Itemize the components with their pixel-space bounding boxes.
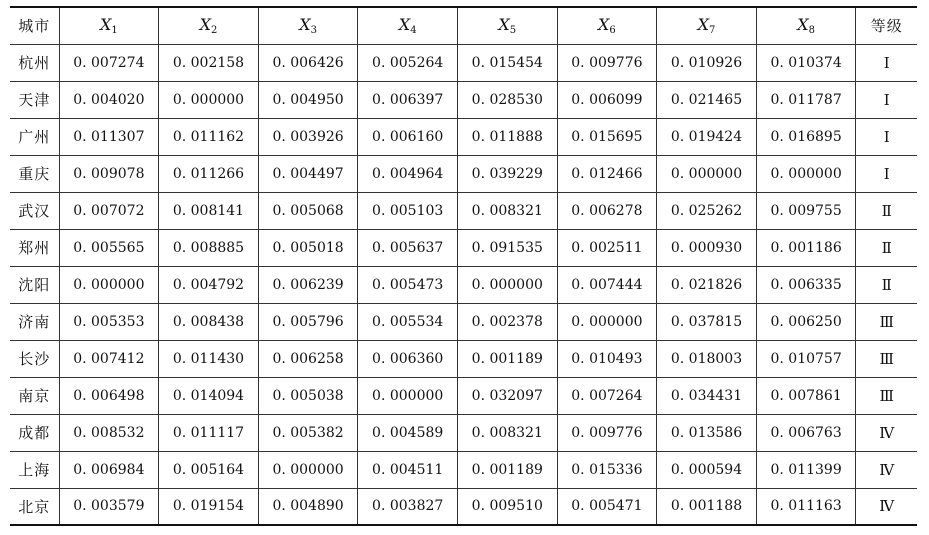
value-cell-x4: 0. 000000 — [358, 377, 458, 414]
value-cell-x4: 0. 005103 — [358, 192, 458, 229]
value-cell-x4: 0. 004964 — [358, 155, 458, 192]
value-cell-x7: 0. 034431 — [657, 377, 757, 414]
header-x8 — [756, 7, 856, 44]
header-x7 — [657, 7, 757, 44]
header-x6-symbol: $X_6$ — [598, 15, 616, 37]
value-cell-x5: 0. 001189 — [457, 451, 557, 488]
value-cell-x8: 0. 010757 — [756, 340, 856, 377]
value-cell-x1: 0. 009078 — [59, 155, 159, 192]
grade-cell: Ⅰ — [856, 44, 917, 81]
header-x2-symbol: $X_2$ — [199, 15, 218, 37]
grade-cell: Ⅳ — [856, 451, 917, 488]
value-cell-x8: 0. 006250 — [756, 303, 856, 340]
value-cell-x3: 0. 005038 — [258, 377, 358, 414]
value-cell-x8: 0. 007861 — [756, 377, 856, 414]
header-x3-symbol: $X_3$ — [299, 15, 317, 37]
value-cell-x3: 0. 006258 — [258, 340, 358, 377]
table-row — [10, 44, 917, 81]
grade-cell: Ⅰ — [856, 118, 917, 155]
city-cell: 济南 — [10, 303, 59, 340]
value-cell-x6: 0. 009776 — [557, 44, 657, 81]
value-cell-x7: 0. 000000 — [657, 155, 757, 192]
value-cell-x2: 0. 005164 — [159, 451, 259, 488]
value-cell-x7: 0. 010926 — [657, 44, 757, 81]
value-cell-x2: 0. 011266 — [159, 155, 259, 192]
value-cell-x5: 0. 008321 — [457, 414, 557, 451]
grade-cell: Ⅱ — [856, 192, 917, 229]
value-cell-x2: 0. 011162 — [159, 118, 259, 155]
value-cell-x5: 0. 009510 — [457, 488, 557, 525]
table-row — [10, 155, 917, 192]
value-cell-x2: 0. 014094 — [159, 377, 259, 414]
value-cell-x8: 0. 006335 — [756, 266, 856, 303]
value-cell-x4: 0. 005637 — [358, 229, 458, 266]
value-cell-x5: 0. 039229 — [457, 155, 557, 192]
value-cell-x1: 0. 007072 — [59, 192, 159, 229]
table-row — [10, 340, 917, 377]
table-row — [10, 377, 917, 414]
value-cell-x7: 0. 018003 — [657, 340, 757, 377]
value-cell-x2: 0. 008438 — [159, 303, 259, 340]
value-cell-x1: 0. 006984 — [59, 451, 159, 488]
city-cell: 成都 — [10, 414, 59, 451]
value-cell-x8: 0. 011787 — [756, 81, 856, 118]
city-cell: 沈阳 — [10, 266, 59, 303]
value-cell-x4: 0. 006397 — [358, 81, 458, 118]
value-cell-x5: 0. 028530 — [457, 81, 557, 118]
city-cell: 杭州 — [10, 44, 59, 81]
value-cell-x2: 0. 011430 — [159, 340, 259, 377]
table-row — [10, 118, 917, 155]
value-cell-x1: 0. 007274 — [59, 44, 159, 81]
value-cell-x3: 0. 004890 — [258, 488, 358, 525]
value-cell-x4: 0. 006160 — [358, 118, 458, 155]
city-cell: 武汉 — [10, 192, 59, 229]
grade-cell: Ⅲ — [856, 303, 917, 340]
value-cell-x6: 0. 010493 — [557, 340, 657, 377]
value-cell-x2: 0. 008141 — [159, 192, 259, 229]
value-cell-x7: 0. 025262 — [657, 192, 757, 229]
table-row — [10, 192, 917, 229]
value-cell-x2: 0. 019154 — [159, 488, 259, 525]
table-row — [10, 414, 917, 451]
value-cell-x8: 0. 010374 — [756, 44, 856, 81]
value-cell-x5: 0. 001189 — [457, 340, 557, 377]
header-x2 — [159, 7, 259, 44]
value-cell-x4: 0. 004511 — [358, 451, 458, 488]
value-cell-x7: 0. 021826 — [657, 266, 757, 303]
city-cell: 天津 — [10, 81, 59, 118]
value-cell-x8: 0. 001186 — [756, 229, 856, 266]
value-cell-x8: 0. 011399 — [756, 451, 856, 488]
value-cell-x6: 0. 002511 — [557, 229, 657, 266]
header-x1-symbol: $X_1$ — [99, 15, 118, 37]
table-row — [10, 303, 917, 340]
header-city: 城市 — [10, 7, 59, 44]
value-cell-x3: 0. 006239 — [258, 266, 358, 303]
value-cell-x5: 0. 015454 — [457, 44, 557, 81]
value-cell-x2: 0. 000000 — [159, 81, 259, 118]
value-cell-x1: 0. 006498 — [59, 377, 159, 414]
value-cell-x3: 0. 003926 — [258, 118, 358, 155]
grade-cell: Ⅱ — [856, 229, 917, 266]
city-cell: 南京 — [10, 377, 59, 414]
value-cell-x6: 0. 009776 — [557, 414, 657, 451]
city-cell: 长沙 — [10, 340, 59, 377]
city-cell: 郑州 — [10, 229, 59, 266]
grade-cell: Ⅳ — [856, 414, 917, 451]
data-table-container — [10, 6, 917, 526]
grade-cell: Ⅰ — [856, 81, 917, 118]
value-cell-x5: 0. 000000 — [457, 266, 557, 303]
header-x6 — [557, 7, 657, 44]
city-cell: 广州 — [10, 118, 59, 155]
value-cell-x7: 0. 021465 — [657, 81, 757, 118]
value-cell-x1: 0. 005565 — [59, 229, 159, 266]
value-cell-x6: 0. 012466 — [557, 155, 657, 192]
value-cell-x4: 0. 004589 — [358, 414, 458, 451]
value-cell-x6: 0. 007444 — [557, 266, 657, 303]
value-cell-x7: 0. 000930 — [657, 229, 757, 266]
value-cell-x5: 0. 011888 — [457, 118, 557, 155]
value-cell-x1: 0. 011307 — [59, 118, 159, 155]
header-x5-symbol: $X_5$ — [498, 15, 517, 37]
value-cell-x6: 0. 006099 — [557, 81, 657, 118]
value-cell-x5: 0. 008321 — [457, 192, 557, 229]
table-row — [10, 266, 917, 303]
city-cell: 重庆 — [10, 155, 59, 192]
value-cell-x8: 0. 009755 — [756, 192, 856, 229]
value-cell-x8: 0. 006763 — [756, 414, 856, 451]
value-cell-x1: 0. 000000 — [59, 266, 159, 303]
grade-cell: Ⅲ — [856, 340, 917, 377]
value-cell-x3: 0. 004497 — [258, 155, 358, 192]
header-grade: 等级 — [856, 7, 917, 44]
value-cell-x8: 0. 011163 — [756, 488, 856, 525]
value-cell-x4: 0. 005534 — [358, 303, 458, 340]
grade-cell: Ⅰ — [856, 155, 917, 192]
city-cell: 北京 — [10, 488, 59, 525]
table-row — [10, 451, 917, 488]
value-cell-x1: 0. 008532 — [59, 414, 159, 451]
table-header-row — [10, 7, 917, 44]
value-cell-x6: 0. 005471 — [557, 488, 657, 525]
value-cell-x3: 0. 005382 — [258, 414, 358, 451]
value-cell-x1: 0. 004020 — [59, 81, 159, 118]
value-cell-x6: 0. 006278 — [557, 192, 657, 229]
value-cell-x5: 0. 002378 — [457, 303, 557, 340]
value-cell-x6: 0. 007264 — [557, 377, 657, 414]
value-cell-x3: 0. 005796 — [258, 303, 358, 340]
header-x3 — [258, 7, 358, 44]
value-cell-x4: 0. 005473 — [358, 266, 458, 303]
value-cell-x4: 0. 003827 — [358, 488, 458, 525]
value-cell-x4: 0. 006360 — [358, 340, 458, 377]
value-cell-x7: 0. 037815 — [657, 303, 757, 340]
header-x4 — [358, 7, 458, 44]
value-cell-x4: 0. 005264 — [358, 44, 458, 81]
table-row — [10, 81, 917, 118]
value-cell-x7: 0. 001188 — [657, 488, 757, 525]
value-cell-x3: 0. 006426 — [258, 44, 358, 81]
value-cell-x3: 0. 000000 — [258, 451, 358, 488]
table-row — [10, 229, 917, 266]
city-grade-table — [10, 6, 917, 526]
table-body — [10, 44, 917, 525]
value-cell-x7: 0. 019424 — [657, 118, 757, 155]
header-x8-symbol: $X_8$ — [797, 15, 815, 37]
grade-cell: Ⅱ — [856, 266, 917, 303]
value-cell-x8: 0. 016895 — [756, 118, 856, 155]
value-cell-x2: 0. 011117 — [159, 414, 259, 451]
value-cell-x2: 0. 002158 — [159, 44, 259, 81]
value-cell-x2: 0. 004792 — [159, 266, 259, 303]
value-cell-x6: 0. 015695 — [557, 118, 657, 155]
value-cell-x3: 0. 004950 — [258, 81, 358, 118]
header-x1 — [59, 7, 159, 44]
value-cell-x7: 0. 013586 — [657, 414, 757, 451]
value-cell-x7: 0. 000594 — [657, 451, 757, 488]
value-cell-x3: 0. 005068 — [258, 192, 358, 229]
value-cell-x2: 0. 008885 — [159, 229, 259, 266]
header-x7-symbol: $X_7$ — [697, 15, 716, 37]
city-cell: 上海 — [10, 451, 59, 488]
value-cell-x6: 0. 015336 — [557, 451, 657, 488]
table-row — [10, 488, 917, 525]
value-cell-x1: 0. 007412 — [59, 340, 159, 377]
grade-cell: Ⅳ — [856, 488, 917, 525]
value-cell-x6: 0. 000000 — [557, 303, 657, 340]
value-cell-x1: 0. 003579 — [59, 488, 159, 525]
grade-cell: Ⅲ — [856, 377, 917, 414]
header-x4-symbol: $X_4$ — [398, 15, 417, 37]
value-cell-x3: 0. 005018 — [258, 229, 358, 266]
value-cell-x5: 0. 091535 — [457, 229, 557, 266]
header-x5 — [457, 7, 557, 44]
value-cell-x5: 0. 032097 — [457, 377, 557, 414]
value-cell-x8: 0. 000000 — [756, 155, 856, 192]
value-cell-x1: 0. 005353 — [59, 303, 159, 340]
